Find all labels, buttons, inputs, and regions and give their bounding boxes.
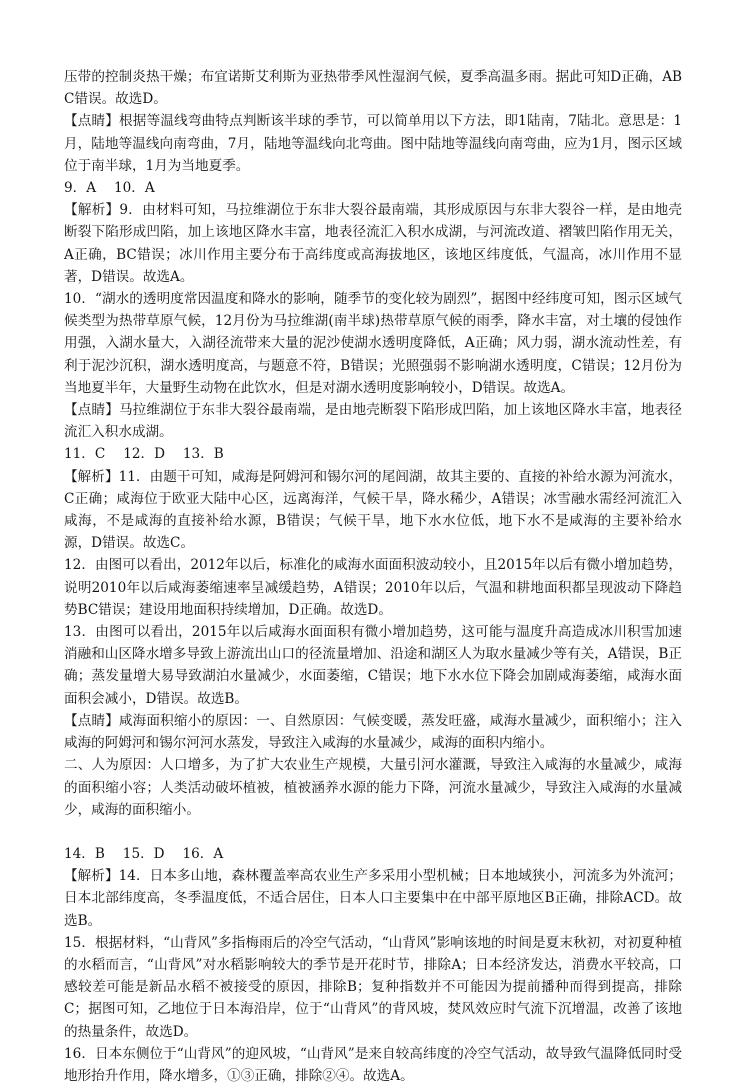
paragraph-analysis-11: 【解析】11．由题干可知，咸海是阿姆河和锡尔河的尾闾湖，故其主要的、直接的补给水源为河流水，C正确；咸海位于欧亚大陆中心区，远离海洋，气候干旱，降水稀少，A错误；冰雪融水需经河流汇入咸海，不是咸海的直接补给水源，B错误；气候干旱，地下水水位低，地下水不是咸海的主要补给水源，D错误。故选C。 [64, 468, 682, 552]
paragraph-analysis-12: 12．由图可以看出，2012年以后，标准化的咸海水面面积波动较小，且2015年以后有微小增加趋势，说明2010年以后咸海萎缩速率呈减缓趋势，A错误；2010年以后，气温和耕地面积都呈现波动下降趋势BC错误；建设用地面积持续增加，D正确。故选D。 [64, 557, 682, 618]
answer-line-14-16: 14．B 15．D 16．A [64, 845, 224, 862]
paragraph-key-point-aral-human: 二、人为原因：人口增多，为了扩大农业生产规模，大量引河水灌溉，导致注入咸海的水量减少，咸海的面积缩小容；人类活动破坏植被，植被涵养水源的能力下降，河流水量减少，导致注入咸海的水量减少，咸海的面积缩小。 [64, 757, 682, 818]
paragraph-key-point-aral-natural: 【点睛】咸海面积缩小的原因：一、自然原因：气候变暖，蒸发旺盛，咸海水量减少，面积缩小；注入咸海的阿姆河和锡尔河河水蒸发，导致注入咸海的水量减少，咸海的面积内缩小。 [64, 712, 682, 752]
paragraph-analysis-15: 15．根据材料，“山背风”多指梅雨后的冷空气活动，“山背风”影响该地的时间是夏末秋初，对初夏种植的水稻而言，“山背风”对水稻影响较大的季节是开花时节，排除A；日本经济发达，消费水平较高，口感较差可能是新品水稻不被接受的原因，排除B；复种指数并不可能因为提前播种而得到提高，排除C；据图可知，乙地位于日本海沿岸，位于“山背风”的背风坡，焚风效应时气流下沉增温，改善了该地的热量条件，故选D。 [64, 934, 682, 1040]
paragraph-climate-conclusion: 压带的控制炎热干燥；布宜诺斯艾利斯为亚热带季风性湿润气候，夏季高温多雨。据此可知D正确，ABC错误。故选D。 [64, 69, 682, 108]
paragraph-key-point-isotherm: 【点睛】根据等温线弯曲特点判断该半球的季节，可以简单用以下方法，即1陆南，7陆北。意思是：1月，陆地等温线向南弯曲，7月，陆地等温线向北弯曲。图中陆地等温线向南弯曲，应为1月，图示区域位于南半球，1月为当地夏季。 [64, 113, 682, 174]
blank-line [64, 821, 682, 843]
paragraph-key-point-malawi: 【点睛】马拉维湖位于东非大裂谷最南端，是由地壳断裂下陷形成凹陷，加上该地区降水丰富，地表径流汇入积水成湖。 [64, 402, 682, 441]
paragraph-analysis-10: 10．“湖水的透明度常因温度和降水的影响，随季节的变化较为剧烈”，据图中经纬度可知，图示区域气候类型为热带草原气候，12月份为马拉维湖(南半球)热带草原气候的雨季，降水丰富，对土壤的侵蚀作用强，入湖水量大，入湖径流带来大量的泥沙使湖水透明度降低，A正确；风力弱，湖水流动性差，有利于泥沙沉积，湖水透明度高，与题意不符，B错误；光照强弱不影响湖水透明度，C错误；12月份为当地夏半年，大量野生动物在此饮水，但是对湖水透明度影响较小，D错误。故选A。 [64, 291, 682, 396]
answer-line-11-13: 11．C 12．D 13．B [64, 446, 224, 463]
answer-line-9-10: 9．A 10．A [64, 180, 155, 197]
paragraph-analysis-13: 13．由图可以看出，2015年以后咸海水面面积有微小增加趋势，这可能与温度升高造成冰川积雪加速消融和山区降水增多导致上游流出山口的径流量增加、沿途和湖区人为取水量减少等有关，A错误，B正确；蒸发量增大易导致湖泊水量减少，水面萎缩，C错误；地下水水位下降会加剧咸海萎缩，咸海水面面积会减小，D错误。故选B。 [64, 624, 682, 707]
paragraph-analysis-14: 【解析】14．日本多山地，森林覆盖率高农业生产多采用小型机械；日本地域狭小，河流多为外流河；日本北部纬度高，冬季温度低，不适合居住，日本人口主要集中在中部平原地区B正确，排除ACD。故选B。 [64, 868, 682, 929]
paragraph-analysis-9: 【解析】9．由材料可知，马拉维湖位于东非大裂谷最南端，其形成原因与东非大裂谷一样，是由地壳断裂下陷形成凹陷，加上该地区降水丰富，地表径流汇入积水成湖，与河流改道、褶皱凹陷作用无关，A正确，BC错误；冰川作用主要分布于高纬度或高海拔地区，该地区纬度低，气温高，冰川作用不显著，D错误。故选A。 [64, 202, 682, 285]
paragraph-analysis-16: 16．日本东侧位于“山背风”的迎风坡，“山背风”是来自较高纬度的冷空气活动，故导致气温降低同时受地形抬升作用，降水增多，①③正确，排除②④。故选A。 [64, 1045, 682, 1084]
